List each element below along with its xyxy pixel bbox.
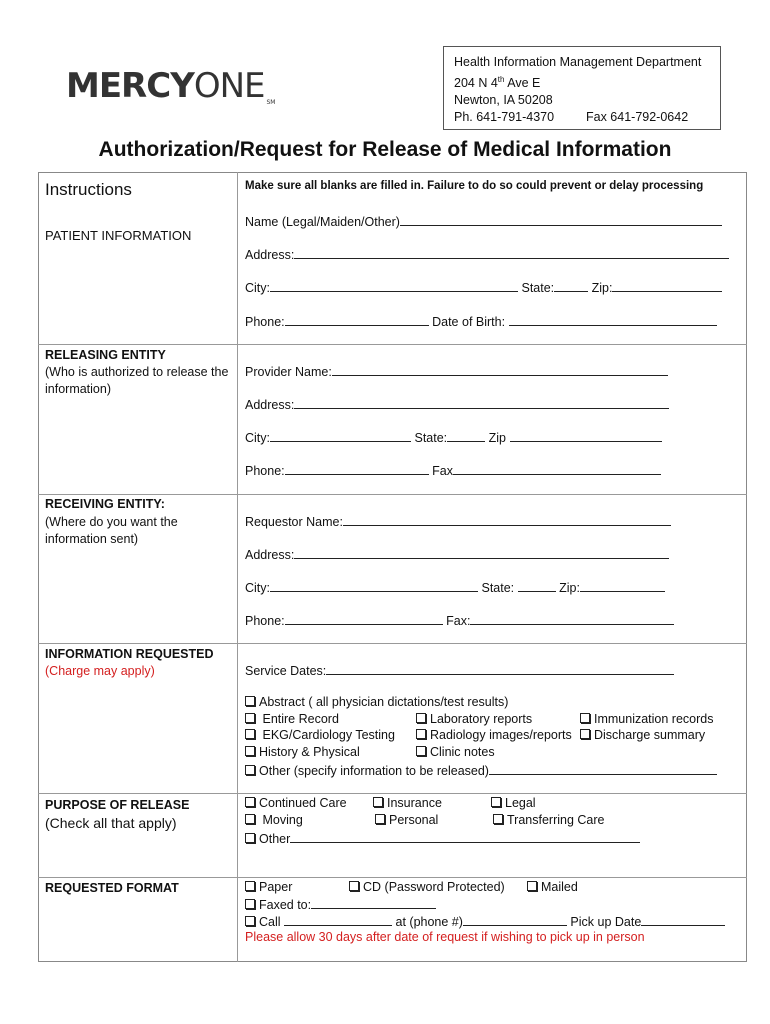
patient-city-field[interactable] — [270, 279, 518, 292]
column-divider — [237, 172, 238, 962]
releasing-address-row: Address: — [245, 396, 669, 412]
checkbox[interactable] — [245, 713, 255, 723]
releasing-address-field[interactable] — [294, 396, 669, 409]
clinic-notes-option[interactable]: Clinic notes — [416, 745, 495, 759]
requestor-name-row: Requestor Name: — [245, 513, 671, 529]
personal-option[interactable]: Personal — [375, 813, 438, 827]
immunization-option[interactable]: Immunization records — [580, 712, 714, 726]
lab-reports-option[interactable]: Laboratory reports — [416, 712, 532, 726]
charge-note: (Charge may apply) — [45, 664, 155, 678]
purpose-desc: (Check all that apply) — [45, 815, 177, 831]
row-divider — [38, 643, 747, 644]
checkbox[interactable] — [580, 729, 590, 739]
checkbox[interactable] — [245, 814, 255, 824]
ekg-option[interactable]: EKG/Cardiology Testing — [245, 728, 395, 742]
patient-address-field[interactable] — [294, 246, 729, 259]
row-divider — [38, 877, 747, 878]
pickup-notice: Please allow 30 days after date of request if wishing to pick up in person — [245, 930, 645, 944]
entire-record-option[interactable]: Entire Record — [245, 712, 339, 726]
patient-state-field[interactable] — [554, 279, 588, 292]
cd-option[interactable]: CD (Password Protected) — [349, 880, 505, 894]
receiving-fax-field[interactable] — [470, 612, 674, 625]
releasing-city-row: City: State: Zip — [245, 429, 662, 445]
checkbox[interactable] — [416, 729, 426, 739]
patient-name-row: Name (Legal/Maiden/Other) — [245, 213, 722, 229]
call-phone-field[interactable] — [463, 913, 567, 926]
releasing-fax-field[interactable] — [453, 462, 661, 475]
checkbox[interactable] — [245, 696, 255, 706]
patient-phone-row: Phone: Date of Birth: — [245, 313, 717, 329]
checkbox[interactable] — [245, 765, 255, 775]
checkbox[interactable] — [416, 713, 426, 723]
instructions-heading: Instructions — [45, 180, 132, 199]
other-purpose-field[interactable] — [290, 830, 640, 843]
patient-dob-field[interactable] — [509, 313, 717, 326]
releasing-zip-field[interactable] — [510, 429, 662, 442]
other-info-option[interactable]: Other (specify information to be released) — [245, 762, 717, 778]
releasing-state-field[interactable] — [447, 429, 485, 442]
info-requested-heading: INFORMATION REQUESTED — [45, 647, 214, 661]
releasing-entity-heading: RELEASING ENTITY — [45, 348, 166, 362]
checkbox[interactable] — [245, 746, 255, 756]
provider-name-row: Provider Name: — [245, 363, 668, 379]
other-info-field[interactable] — [489, 762, 717, 775]
checkbox[interactable] — [349, 881, 359, 891]
receiving-state-field[interactable] — [518, 579, 556, 592]
pickup-date-field[interactable] — [641, 913, 725, 926]
checkbox[interactable] — [375, 814, 385, 824]
receiving-phone-field[interactable] — [285, 612, 443, 625]
format-heading: REQUESTED FORMAT — [45, 881, 179, 895]
checkbox[interactable] — [245, 899, 255, 909]
receiving-entity-heading: RECEIVING ENTITY: — [45, 497, 165, 511]
releasing-entity-desc: (Who is authorized to release the information) — [45, 365, 229, 396]
discharge-option[interactable]: Discharge summary — [580, 728, 705, 742]
patient-zip-field[interactable] — [612, 279, 722, 292]
department-name: Health Information Management Department — [454, 55, 702, 69]
radiology-option[interactable]: Radiology images/reports — [416, 728, 572, 742]
patient-city-row: City: State: Zip: — [245, 279, 722, 295]
abstract-option[interactable]: Abstract ( all physician dictations/test results) — [245, 695, 508, 709]
mailed-option[interactable]: Mailed — [527, 880, 578, 894]
contact-line — [454, 109, 720, 126]
paper-option[interactable]: Paper — [245, 880, 292, 894]
moving-option[interactable]: Moving — [245, 813, 303, 827]
checkbox[interactable] — [245, 797, 255, 807]
fill-all-note: Make sure all blanks are filled in. Failure to do so could prevent or delay processing — [245, 180, 704, 192]
faxed-to-field[interactable] — [311, 896, 436, 909]
releasing-phone-row: Phone: Fax — [245, 462, 661, 478]
checkbox[interactable] — [580, 713, 590, 723]
address-box — [443, 46, 721, 130]
call-name-field[interactable] — [284, 913, 392, 926]
row-divider — [38, 344, 747, 345]
service-dates-row: Service Dates: — [245, 662, 674, 678]
phone-number: Ph. 641-791-4370 — [454, 110, 555, 125]
checkbox[interactable] — [527, 881, 537, 891]
checkbox[interactable] — [493, 814, 503, 824]
call-option[interactable]: Call at (phone #) Pick up Date — [245, 913, 725, 929]
patient-info-heading: PATIENT INFORMATION — [45, 228, 192, 243]
other-purpose-option[interactable]: Other — [245, 830, 640, 846]
patient-address-row: Address: — [245, 246, 729, 262]
row-divider — [38, 494, 747, 495]
releasing-phone-field[interactable] — [285, 462, 429, 475]
street-address: 204 N 4th Ave E — [454, 75, 541, 91]
patient-name-field[interactable] — [400, 213, 722, 226]
receiving-zip-field[interactable] — [580, 579, 665, 592]
form-title: Authorization/Request for Release of Medical Information — [98, 138, 672, 161]
receiving-address-row: Address: — [245, 546, 669, 562]
receiving-phone-row: Phone: Fax: — [245, 612, 674, 628]
service-dates-field[interactable] — [326, 662, 674, 675]
history-physical-option[interactable]: History & Physical — [245, 745, 360, 759]
patient-phone-field[interactable] — [285, 313, 429, 326]
purpose-heading: PURPOSE OF RELEASE — [45, 798, 190, 812]
checkbox[interactable] — [245, 881, 255, 891]
faxed-option[interactable]: Faxed to: — [245, 896, 436, 912]
insurance-option[interactable]: Insurance — [373, 796, 442, 810]
city-state-zip: Newton, IA 50208 — [454, 93, 553, 108]
checkbox[interactable] — [245, 833, 255, 843]
checkbox[interactable] — [416, 746, 426, 756]
fax-number: Fax 641-792-0642 — [586, 110, 689, 125]
mercyone-logo: MERCYONE SM — [66, 66, 276, 106]
transferring-care-option[interactable]: Transferring Care — [493, 813, 605, 827]
checkbox[interactable] — [491, 797, 501, 807]
row-divider — [38, 793, 747, 794]
receiving-entity-desc: (Where do you want the information sent) — [45, 515, 178, 546]
receiving-city-field[interactable] — [270, 579, 478, 592]
releasing-city-field[interactable] — [270, 429, 411, 442]
legal-option[interactable]: Legal — [491, 796, 536, 810]
continued-care-option[interactable]: Continued Care — [245, 796, 347, 810]
provider-name-field[interactable] — [332, 363, 668, 376]
requestor-name-field[interactable] — [343, 513, 671, 526]
checkbox[interactable] — [245, 729, 255, 739]
receiving-address-field[interactable] — [294, 546, 669, 559]
checkbox[interactable] — [373, 797, 383, 807]
checkbox[interactable] — [245, 916, 255, 926]
receiving-city-row: City: State: Zip: — [245, 579, 665, 595]
